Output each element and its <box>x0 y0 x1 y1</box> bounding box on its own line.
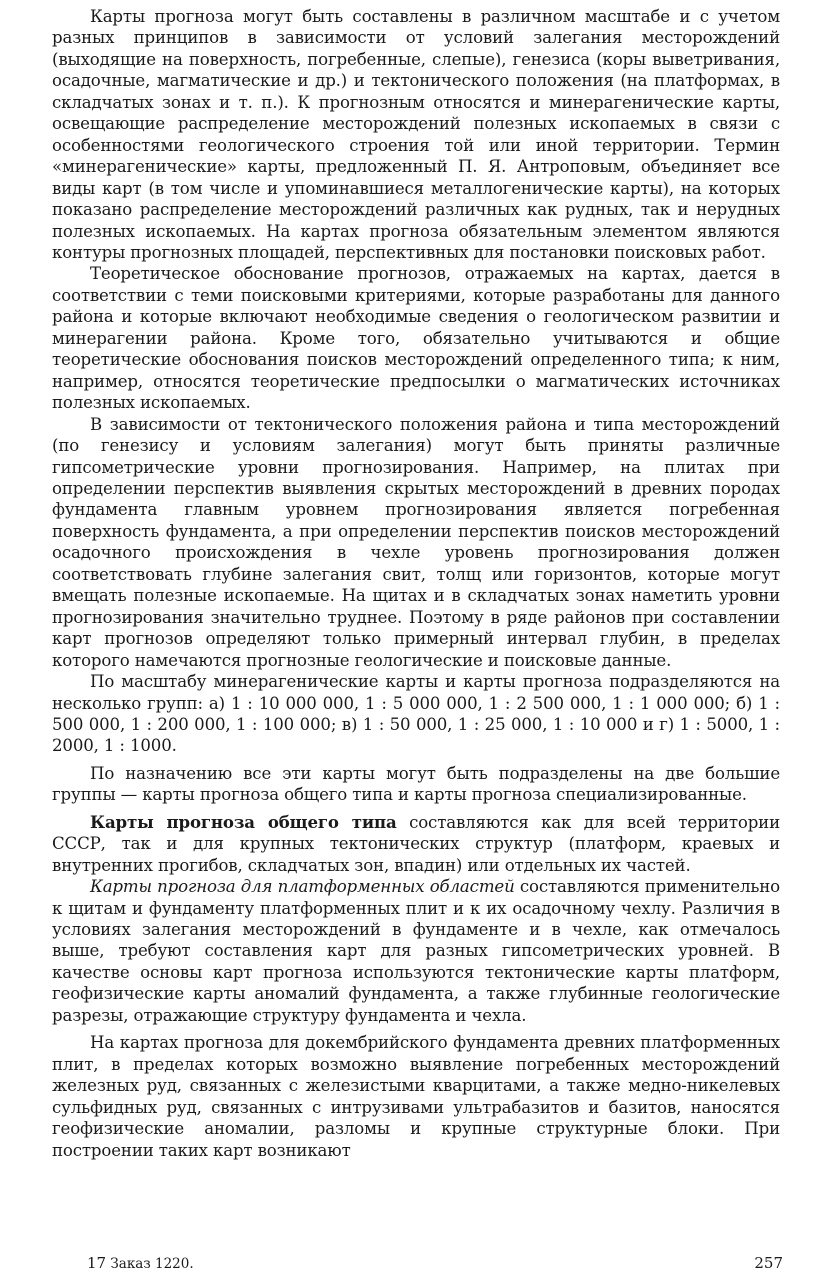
paragraph-8: На картах прогноза для докембрийского фундамента древних платформенных плит, в пределах которых возможно выявление погребенных месторождений железных руд, связанных с железистыми кварцитами, а также медно-никелевых сульфидных руд, связанных с интрузивами ультрабазитов и базитов, наносятся геофизические аномалии, разломы и крупные структурные блоки. При построении таких карт возникают <box>52 1033 780 1160</box>
paragraph-2: Теоретическое обоснование прогнозов, отражаемых на картах, дается в соответствии с теми поисковыми критериями, которые разработаны для данного района и которые включают необходимые сведения о геологическом развитии и минерагении района. Кроме того, обязательно учитываются и общие теоретические обоснования поисков месторождений определенного типа; к ним, например, относятся теоретические предпосылки о магматических источниках полезных ископаемых. <box>52 264 780 413</box>
printer-signature <box>87 1254 194 1273</box>
signature-number: 17 <box>87 1254 107 1272</box>
paragraph-5: По назначению все эти карты могут быть подразделены на две большие группы — карты прогноза общего типа и карты прогноза специализированные. <box>52 763 780 805</box>
paragraph-1: Карты прогноза могут быть составлены в различном масштабе и с учетом разных принципов в зависимости от условий залегания месторождений (выходящие на поверхность, погребенные, слепые), генезиса (коры выветривания, осадочные, магматические и др.) и тектонического положения (на платформах, в складчатых зонах и т. п.). К прогнозным относятся и минерагенические карты, освещающие распределение месторождений полезных ископаемых в связи с особенностями геологического строения той или иной территории. Термин «минерагенические» карты, предложенный П. Я. Антроповым, объединяет все виды карт (в том числе и упоминавшиеся металлогенические карты), на которых показано распределение месторождений различных как рудных, так и нерудных полезных ископаемых. На картах прогноза обязательным элементом являются контуры прогнозных площадей, перспективных для постановки поисковых работ. <box>52 7 780 262</box>
page-number: 257 <box>754 1254 783 1272</box>
paragraph-6-text: составляются как для всей территории СССР, так и для крупных тектонических структур (платформ, краевых и внутренних прогибов, складчатых зон, впадин) или отдельных их частей. <box>52 812 780 875</box>
paragraph-3: В зависимости от тектонического положения района и типа месторождений (по генезису и условиям залегания) могут быть приняты различные гипсометрические уровни прогнозирования. Например, на плитах при определении перспектив выявления скрытых месторождений в древних породах фундамента главным уровнем прогнозирования является погребенная поверхность фундамента, а при определении перспектив поисков месторождений осадочного происхождения в чехле уровень прогнозирования должен соответствовать глубине залегания свит, толщ или горизонтов, которые могут вмещать полезные ископаемые. На щитах и в складчатых зонах наметить уровни прогнозирования значительно труднее. Поэтому в ряде районов при составлении карт прогнозов определяют только примерный интервал глубин, в пределах которого намечаются прогнозные геологические и поисковые данные. <box>52 414 780 670</box>
paragraph-7-text: составляются применительно к щитам и фундаменту платформенных плит и к их осадочному чехлу. Различия в условиях залегания месторождений в фундаменте и в чехле, как отмечалось выше, требуют составления карт для разных гипсометрических уровней. В качестве основы карт прогноза используются тектонические карты платформ, геофизические карты аномалий фундамента, а также глубинные геологические разрезы, отражающие структуру фундамента и чехла. <box>52 877 780 1025</box>
paragraph-6 <box>52 812 780 876</box>
paragraph-4: По масштабу минерагенические карты и карты прогноза подразделяются на несколько групп: а) 1 : 10 000 000, 1 : 5 000 000, 1 : 2 500 000, 1 : 1 000 000; б) 1 : 500 000, 1 : 200 000, 1 : 100 000; в) 1 : 50 000, 1 : 25 000, 1 : 10 000 и г) 1 : 5000, 1 : 2000, 1 : 1000. <box>52 672 780 756</box>
page-body <box>52 6 780 1161</box>
paragraph-6-heading: Карты прогноза общего типа <box>90 811 397 832</box>
paragraph-7 <box>52 876 780 1026</box>
paragraph-7-heading: Карты прогноза для платформенных областей <box>90 877 515 897</box>
signature-order: Заказ 1220. <box>110 1256 194 1272</box>
